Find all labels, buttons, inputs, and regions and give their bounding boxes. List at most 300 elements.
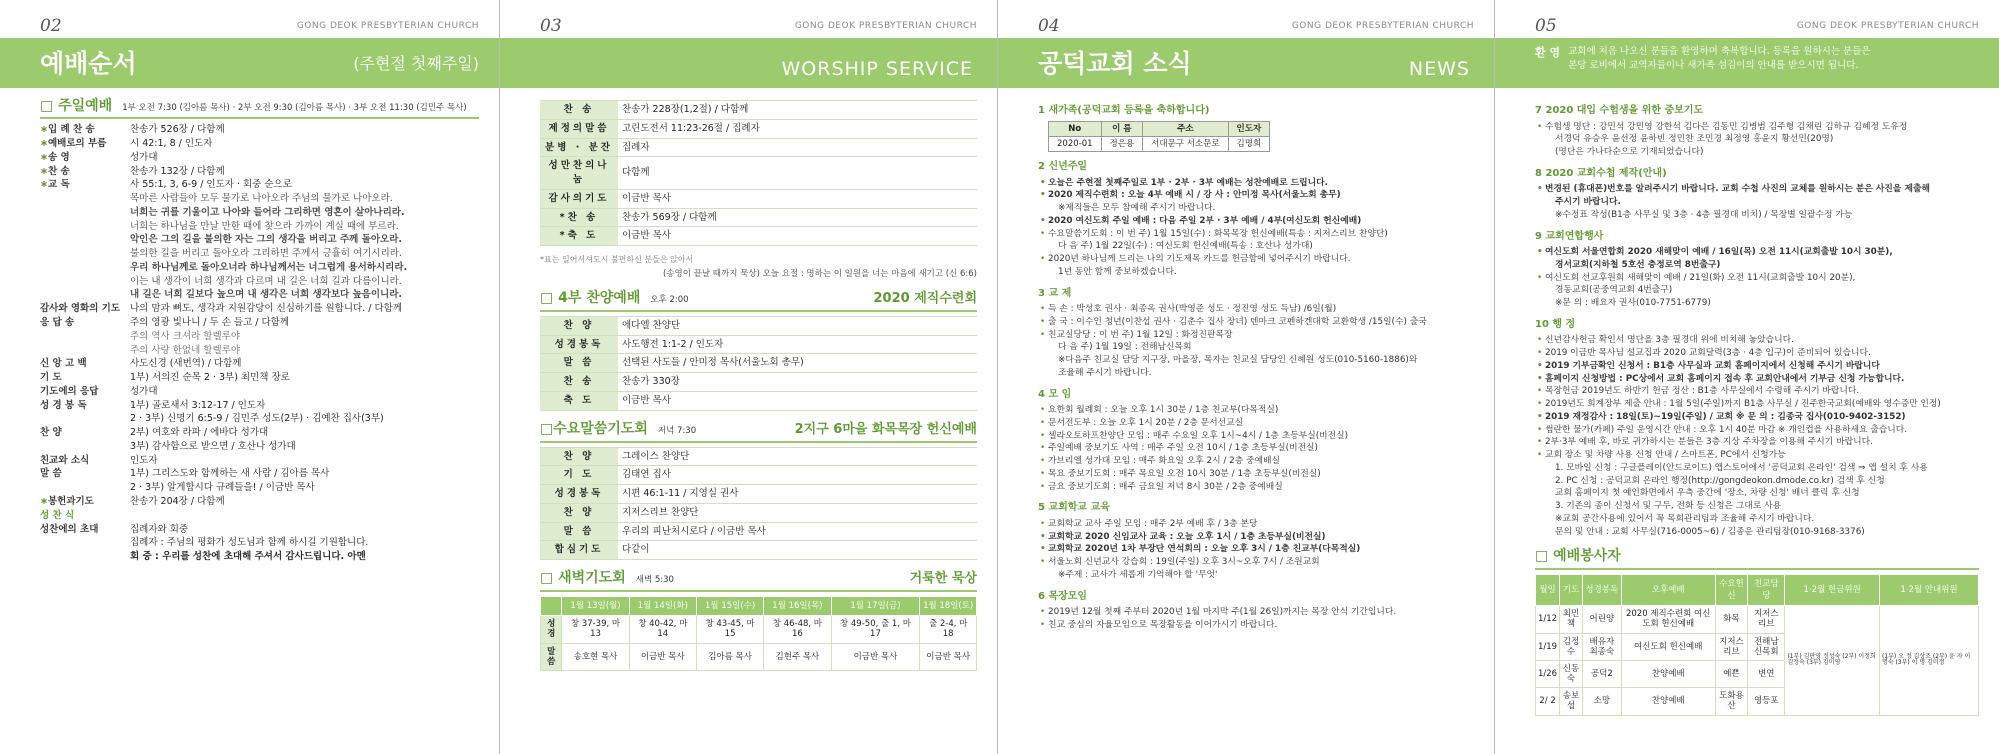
- column-header: 성경봉독: [1582, 574, 1621, 606]
- news-item: • 신년감사헌금 확인서 명단을 3층 필경대 위에 비치해 놓았습니다.: [1535, 334, 1979, 347]
- news-item: • 수요말씀기도회 : 이 번 주) 1월 15일(수) : 화목목장 헌신예배(특송 : 지저스리브 찬양단): [1038, 228, 1474, 241]
- day-header: 1월 14일(화): [629, 596, 696, 615]
- order-rows: [40, 123, 479, 192]
- cell: 최민책: [1560, 606, 1583, 633]
- table-row: [540, 189, 977, 208]
- header-row: [1536, 574, 1979, 606]
- order-label: ∗ 송 영: [40, 151, 124, 165]
- order-label: 응 답 송: [40, 317, 75, 329]
- news-item: • 요한회 월례회 : 오늘 오후 1시 30분 / 1층 친교부(다목적실): [1038, 404, 1474, 417]
- cell: 어린양: [1582, 606, 1621, 633]
- news-item: • 교회학교 2020년 1차 부장단 연석회의 : 오늘 오후 3시 / 1층 친교부(다목적실): [1038, 543, 1474, 556]
- reading-line: 너희는 하나님을 만날 만한 때에 찾으라 가까이 계실 때에 부르라.: [130, 220, 399, 232]
- welcome-line: 교회에 처음 나오신 분들을 환영하며 축복합니다. 등록을 원하시는 분들은: [1568, 46, 1871, 57]
- cell: 이금반 목사: [629, 643, 696, 670]
- order-value: 2부) 여호와 라파 / 에바다 성가대: [130, 427, 269, 439]
- day-header: 1월 17일(금): [831, 596, 920, 615]
- cell: 소망: [1582, 688, 1621, 715]
- page-number: 05: [1535, 16, 1557, 36]
- cell: 화목: [1715, 606, 1747, 633]
- title-band: [0, 38, 499, 88]
- column-header: 수요헌신: [1715, 574, 1747, 606]
- column-header: 주소: [1143, 121, 1228, 136]
- table-row: [540, 447, 977, 466]
- cell: 예쁜: [1715, 660, 1747, 687]
- row-label: 찬 양: [540, 316, 618, 335]
- news-item: 교회 홈페이지 첫 예인화면에서 우측 중간에 '장소, 차량 신청' 배너 클릭 후 신청: [1555, 488, 1860, 499]
- row-value: 선택된 사도들 / 안미정 목사(서울노회 총무): [618, 354, 977, 373]
- news-item: • 여신도회 선교후원회 새해맞이 예배 / 21일(화) 오전 11시(교회출발 10시 20분),: [1535, 272, 1979, 285]
- cell: 창 40-42, 마 14: [629, 616, 696, 643]
- table-row: [540, 522, 977, 541]
- order-value: 주의 영광 빛나니 / 두 손 들고 / 다함께: [130, 317, 290, 329]
- news-item: • 교회 장소 및 차량 사용 신청 안내 / 스마트폰, PC에서 신청가능: [1535, 449, 1979, 462]
- page-english-title: NEWS: [1408, 58, 1470, 80]
- table-row: [540, 541, 977, 560]
- table-row: [540, 227, 977, 246]
- row-value: 그레이스 찬양단: [618, 447, 977, 466]
- reading-line: 너희는 귀를 기울이고 나아와 들어라 그리하면 영혼이 살아나리라.: [130, 206, 405, 218]
- order-label: 신 앙 고 백: [40, 358, 87, 370]
- row-value: 이금반 목사: [618, 189, 977, 208]
- news-heading: 2 신년주일: [1038, 161, 1088, 173]
- order-row: [40, 357, 479, 371]
- news-item: • 변경된 (휴대폰)번호를 알려주시기 바랍니다. 교회 수첩 사진의 교체를 원하시는 분은 사진을 제출해: [1535, 183, 1979, 196]
- news-item: • 2020 제직수련회 : 오늘 4부 예배 시 / 강 사 : 안미정 목사(서울노회 총무): [1038, 189, 1474, 202]
- order-row: [40, 123, 479, 137]
- day-header: 1월 16일(목): [764, 596, 831, 615]
- row-value: 다함께: [618, 157, 977, 190]
- day-header: 1월 13일(월): [562, 596, 629, 615]
- news-sections: [1038, 160, 1474, 632]
- news-item: 경동교회(공중역교회 4번출구): [1555, 285, 1673, 296]
- sermon-2: 2 · 3부) 알게합시다 규례들을! / 이금반 목사: [130, 482, 315, 494]
- table-row: [1049, 136, 1270, 151]
- news-item: 2. PC 신청 : 공덕교회 온라인 행정(http://gongdeokon.dmode.co.kr) 검색 후 신청: [1555, 475, 1885, 486]
- row-label: 말씀: [541, 643, 562, 670]
- order-row: [40, 137, 479, 151]
- order-label: ∗ 입 례 찬 송: [40, 123, 124, 137]
- order-rows: [40, 454, 479, 482]
- standing-note: *표는 일어서셔도시 불편하신 분들은 앉아서: [540, 255, 694, 265]
- order-row: [40, 316, 479, 330]
- news-item: ※다음주 친교실 담당 지구장, 마을장, 목자는 친교실 담당인 신혜원 성도(010-5160-1886)와: [1058, 355, 1418, 366]
- news-item: ※문 의 : 배요자 권사(010-7751-6779): [1555, 298, 1711, 308]
- order-label: 감사와 영화의 기도: [40, 303, 121, 315]
- praise-service-table: [540, 316, 977, 411]
- order-row: [40, 399, 479, 413]
- responsive-reading: [40, 192, 479, 302]
- section-time: 저녁 7:30: [657, 425, 697, 436]
- page-number: 04: [1038, 16, 1060, 36]
- table-row: [540, 466, 977, 485]
- news-item: 3. 기존의 종이 신청서 및 구두, 전화 등 신청은 그대로 사용: [1555, 501, 1782, 511]
- news-item: • 썸란한 물가(카페) 주일 운영시간 안내 : 오후 1시 40분 마감 ※ 개인컵을 사용하세요 출습니다.: [1535, 424, 1979, 437]
- order-label: 친교와 소식: [40, 454, 90, 466]
- news-item: • 2019년도 희계장부 제출 안내 : 1월 5일(주일)까지 B1층 사무실 / 진주한국교회(예배와 영수증만 인정): [1535, 398, 1979, 411]
- table-row: [541, 616, 977, 643]
- table-row: [540, 101, 977, 120]
- table-row: [540, 208, 977, 227]
- row-value: 찬송가 228장(1,2절) / 다함께: [618, 101, 977, 120]
- servers-table: [1535, 574, 1979, 716]
- page-title: 공덕교회 소식: [1038, 49, 1192, 78]
- cell: 전해남신목회: [1748, 633, 1785, 660]
- cell: 찬양예배: [1621, 660, 1715, 687]
- news-item: • 2020년 하나님께 드리는 나의 기도제목 카드를 헌금함에 넣어주시기 바랍니다.: [1038, 253, 1474, 266]
- news-item: 경서교회(지하철 5호선 충정로역 8번출구): [1555, 259, 1721, 270]
- news-heading: 5 교회학교 교육: [1038, 502, 1110, 514]
- row-label: 찬 양: [540, 447, 618, 466]
- news-item: • 2부·3부 예배 후, 바로 귀가하시는 분들은 3층 지상 주차장을 이용해 주시기 바랍니다.: [1535, 436, 1979, 449]
- section-note: 거룩한 묵상: [909, 571, 977, 587]
- cell: 2020-01: [1049, 136, 1102, 151]
- row-value: 찬송가 330장: [618, 373, 977, 392]
- row-label: 감사의기도: [540, 189, 618, 208]
- row-value: 고린도전서 11:23-26절 / 집례자: [618, 119, 977, 138]
- cell: 이금반 목사: [920, 643, 977, 670]
- news-item: • 2019 이금반 목사님 설교집과 2020 교회달력(3층 · 4층 입구)이 준비되어 있습니다.: [1535, 347, 1979, 360]
- row-value: 에다엘 찬양단: [618, 316, 977, 335]
- reading-line: 이는 내 생각이 너희 생각과 다르며 내 길은 너희 길과 다름이니라.: [130, 275, 402, 287]
- communion-table: [540, 100, 977, 246]
- order-row: [40, 467, 479, 481]
- news-item: 다 음 주) 1월 19일 : 전해남신목회: [1058, 342, 1192, 353]
- table-row: [540, 391, 977, 410]
- row-label: 찬 양: [540, 503, 618, 522]
- title-band: [998, 38, 1494, 88]
- news-item: 서경덕 유승우 윤선정 윤하빈 정민찬 조민경 최정영 홍윤지 황선민(20명): [1555, 134, 1834, 145]
- section-time: 오후 2:00: [650, 295, 689, 306]
- order-row: [40, 302, 479, 316]
- order-value: 사 55:1, 3, 6-9 / 인도자 · 회중 순으로: [130, 179, 292, 191]
- section-title: □수요말씀기도회: [540, 420, 648, 437]
- row-value: 김태연 집사: [618, 466, 977, 485]
- welcome-text: [1568, 45, 1871, 88]
- column-header: 1·2월 안내위원: [1879, 574, 1978, 606]
- column-header: 기도: [1560, 574, 1583, 606]
- offering-members: (1부) 김판영 정성숙 (2부) 이정희 김정숙 (3부) 김미영: [1785, 606, 1880, 716]
- news-item: • 득 손 : 박성호 권사 · 최종옥 권사(박영준 성도 · 정진영 성도 득남) /6일(월): [1038, 303, 1474, 316]
- row-value: 시편 46:1-11 / 지영실 권사: [618, 485, 977, 504]
- column-header: 오후예배: [1621, 574, 1715, 606]
- order-value: 시 42:1, 8 / 인도자: [130, 138, 213, 150]
- row-label: 찬 송: [540, 373, 618, 392]
- anthem-2: 3부) 감사함으로 받으면 / 호산나 성가대: [130, 440, 296, 452]
- section-header: [40, 96, 479, 119]
- table-row: [540, 335, 977, 354]
- daily-verse: (송영이 끝날 때까지 묵상) 오늘 요절 : 명하는 이 일원을 너는 마음에 새기고 (신 6:6): [663, 268, 977, 279]
- cell: 배유자 최종숙: [1582, 633, 1621, 660]
- column-header: No: [1049, 121, 1102, 136]
- order-row: [40, 151, 479, 165]
- news-item: • 2019 기부금확인 신청서 : B1층 사무실과 교회 홈페이지에서 신청해 주시기 바랍니다: [1535, 360, 1979, 373]
- news-item: • 금요 중보기도회 : 매주 금요일 저녁 8시 30분 / 2층 중예배실: [1038, 481, 1474, 494]
- news-item: • 가브리엘 성가대 모임 : 매주 화요일 오후 2시 / 2층 중예배실: [1038, 455, 1474, 468]
- table-row: [540, 485, 977, 504]
- order-row: [40, 165, 479, 179]
- news-item: • 주일예배 중보기도 사역 : 매주 주일 오전 10시 / 1층 초등부실(비전실): [1038, 442, 1474, 455]
- news-item: 1. 모바일 신청 : 구글플레이(안드로이드) 앱스토어에서 '공덕교회 온라인' 검색 ⇒ 앱 설치 후 사용: [1555, 462, 1928, 473]
- row-label: 성경: [541, 616, 562, 643]
- cell: 김아름 목사: [696, 643, 763, 670]
- church-name: GONG DEOK PRESBYTERIAN CHURCH: [1291, 21, 1474, 31]
- cell: 1/12: [1536, 606, 1560, 633]
- cell: 2020 제직수련회 여신도회 헌신예배: [1621, 606, 1715, 633]
- cell: 김명희: [1228, 136, 1270, 151]
- cell: 송보섭: [1560, 688, 1583, 715]
- news-item: ※교회 공간사용에 있어서 꼭 목회관리팀과 조율해 주시기 바랍니다.: [1555, 513, 1815, 524]
- news-item: • 2020 여신도회 주일 예배 : 다음 주일 2부 · 3부 예배 / 4부(여신도회 헌신예배): [1038, 215, 1474, 228]
- news-item: • 수험생 명단 : 강민석 강민영 강한석 김다은 김동민 김병범 김주형 김채린 김하규 김혜정 도유정: [1535, 121, 1979, 134]
- order-rows: [40, 495, 479, 536]
- news-item: • 서울노회 신년교사 강습회 : 19일(주일) 오후 3시~오후 7시 / 조원교회: [1038, 556, 1474, 569]
- church-name: GONG DEOK PRESBYTERIAN CHURCH: [296, 21, 479, 31]
- news-heading: 4 모 임: [1038, 388, 1072, 400]
- news-item: • 오늘은 주현절 첫째주일로 1부 · 2부 · 3부 예배는 성찬예배로 드립니다.: [1038, 177, 1474, 190]
- row-value: 이금반 목사: [618, 227, 977, 246]
- order-value: 성가대: [130, 151, 158, 163]
- news-heading: 8 2020 교회수첩 제작(안내): [1535, 167, 1667, 179]
- page-english-title: WORSHIP SERVICE: [781, 58, 973, 80]
- news-item: ※제직들은 모두 참예해 주시기 바랍니다.: [1058, 203, 1216, 214]
- news-item: • 교회학교 2020 신임교사 교육 : 오늘 오후 1시 / 1층 초등부실(비전실): [1038, 531, 1474, 544]
- cell: 영등포: [1748, 688, 1785, 715]
- communion-line-1: 집례자 : 주님의 평화가 성도님과 함께 하시길 기원합니다.: [130, 537, 369, 549]
- cell: 찬양예배: [1621, 688, 1715, 715]
- row-label: 말 씀: [540, 354, 618, 373]
- cell: 창 49-50, 출 1, 마 17: [831, 616, 920, 643]
- row-label: 분병 · 분잔: [540, 138, 618, 157]
- header-row: [1049, 121, 1270, 136]
- news-item: • 2019 재정감사 : 18일(토)~19일(주일) / 교회 ※ 문 의 : 김종국 집사(010-9402-3152): [1535, 411, 1979, 424]
- column-header: 인도자: [1228, 121, 1270, 136]
- news-item: • 친교실당당 : 이 번 주) 1월 12일 : 화정진판목장: [1038, 329, 1474, 342]
- row-value: 다같이: [618, 541, 977, 560]
- section-note: 2지구 6마을 화목목장 헌신예배: [794, 421, 977, 437]
- row-label: 성경봉독: [540, 485, 618, 504]
- news-heading: 6 목장모임: [1038, 590, 1088, 602]
- order-label: ∗ 예배로의 부름: [40, 137, 124, 151]
- news-item: • 출 국 : 이수인 청년(이찬섭 권사 · 김춘수 집사 장녀) 덴마크 코펜하겐대학 교환학생 /15일(수) 출국: [1038, 316, 1474, 329]
- news-item: (명단은 가나다순으로 기재되었습니다): [1555, 147, 1704, 157]
- order-label: 성 찬 식: [40, 509, 75, 521]
- page-02: [0, 0, 500, 754]
- cell: 창 46-48, 마 16: [764, 616, 831, 643]
- news-item: 조율해 주시기 바랍니다.: [1058, 367, 1152, 378]
- news-sections: [1535, 104, 1979, 538]
- order-value: 찬송가 132장 / 다함께: [130, 165, 225, 177]
- section-header: [540, 288, 977, 312]
- order-label: 기 도: [40, 372, 62, 384]
- table-row: [540, 354, 977, 373]
- row-label: 기 도: [540, 466, 618, 485]
- news-item: • 2019년 12월 첫째 주부터 2020년 1월 마지막 주(1월 26일)까지는 목장 안식 기간입니다.: [1038, 606, 1474, 619]
- cell: 서대문구 서소문로: [1143, 136, 1228, 151]
- table-row: [540, 316, 977, 335]
- column-header: 친교담당: [1748, 574, 1785, 606]
- cell: 김정수: [1560, 633, 1583, 660]
- response-line: 주의 역사 크셔라 할렐루야: [130, 330, 241, 342]
- row-label: *찬 송: [540, 208, 618, 227]
- news-item: 주시기 바랍니다.: [1555, 197, 1621, 207]
- order-value: 나의 맘과 뼈도, 생각과 지원감당이 신심하기를 원합니다. / 다함께: [130, 303, 403, 315]
- news-item: • 홈페이지 신청방법 : PC상에서 교회 홈페이지 접속 후 교회안내에서 기부금 신청 가능합니다.: [1535, 373, 1979, 386]
- order-value: 인도자: [130, 454, 158, 466]
- section-title: □ 주일예배: [40, 98, 113, 114]
- page-04: [998, 0, 1495, 754]
- news-item: ※수정표 작성(B1층 사무실 및 3층 · 4층 필경대 비치) / 목장별 일괄수정 가능: [1555, 209, 1853, 220]
- cell: 창 43-45, 마 15: [696, 616, 763, 643]
- table-row: [540, 373, 977, 392]
- row-label: 말 씀: [540, 522, 618, 541]
- cell: 2/ 2: [1536, 688, 1560, 715]
- order-value: 1부) 서의진 순목 2 · 3부) 최민책 장로: [130, 372, 290, 384]
- reading-line: 불의한 길을 버리고 돌아오라 그리하면 주께서 긍휼히 여기시리라.: [130, 248, 402, 260]
- order-label: ∗ 봉헌과기도: [40, 495, 124, 509]
- row-label: 합심기도: [540, 541, 618, 560]
- news-list: [1038, 96, 1474, 632]
- section-header: [1535, 546, 1979, 569]
- news-item: • 목장헌금 2019년도 하반기 헌금 정산 : B1층 사무실에서 수령해 주시기 바랍니다.: [1535, 385, 1979, 398]
- cell: 김현주 목사: [764, 643, 831, 670]
- news-heading: 9 교회연합행사: [1535, 230, 1604, 242]
- cell: 1/26: [1536, 660, 1560, 687]
- cell: 지저스리브: [1715, 633, 1747, 660]
- table-row: [540, 119, 977, 138]
- page-number: 03: [540, 16, 562, 36]
- row-value: 집례자: [618, 138, 977, 157]
- order-row: [40, 495, 479, 509]
- order-row: [40, 426, 479, 440]
- news-item: • 친교 중심의 자율모임으로 목장활동을 이어가시기 바랍니다.: [1038, 619, 1474, 632]
- news-heading: 3 교 제: [1038, 287, 1072, 299]
- scripture-2: 2 · 3부) 신명기 6:5-9 / 김민주 성도(2부) · 김예찬 집사(3부): [130, 413, 384, 425]
- usher-members: (1부) 오 정 김상조 (2부) 윤 자 이명숙 (3부) 이 명 김미정: [1879, 606, 1978, 716]
- cell: 여신도회 헌신예배: [1621, 633, 1715, 660]
- order-value: 찬송가 526장 / 다함께: [130, 124, 225, 136]
- service-times: 1부 오전 7:30 (김아름 목사) · 2부 오전 9:30 (김아름 목사) · 3부 오전 11:30 (김민주 목사): [122, 103, 467, 113]
- row-label: 축 도: [540, 391, 618, 410]
- news-heading: 1 새가족(공덕교회 등록을 축하합니다): [1038, 105, 1210, 116]
- table-row: [540, 138, 977, 157]
- cell: 창 37-39, 마 13: [562, 616, 629, 643]
- news-item: • 문서전도부 : 오늘 오후 1시 20분 / 2층 문서선교실: [1038, 417, 1474, 430]
- news-item: • 여신도회 서울연합회 2020 새해맞이 예배 / 16일(목) 오전 11시(교회출발 10시 30분),: [1535, 246, 1979, 259]
- row-value: 사도행전 1:1-2 / 인도자: [618, 335, 977, 354]
- day-header: 1월 18일(토): [920, 596, 977, 615]
- row-label: 성만찬의나눔: [540, 157, 618, 190]
- response-lines: [40, 330, 479, 358]
- row-label: 성경봉독: [540, 335, 618, 354]
- page-subtitle: (주현절 첫째주일): [353, 54, 479, 73]
- church-name: GONG DEOK PRESBYTERIAN CHURCH: [794, 21, 977, 31]
- day-header: 1월 15일(수): [696, 596, 763, 615]
- communion-line-2: 회 중 : 우리를 성찬에 초대해 주셔서 감사드립니다. 아멘: [130, 551, 366, 563]
- order-value: 찬송가 204장 / 다함께: [130, 495, 225, 507]
- table-row: [540, 503, 977, 522]
- wednesday-service-table: [540, 447, 977, 561]
- order-label: 성찬에의 초대: [40, 523, 99, 535]
- cell: 공덕2: [1582, 660, 1621, 687]
- dawn-prayer-table: [540, 596, 977, 671]
- order-row: [40, 385, 479, 399]
- order-label: 기도에의 응답: [40, 385, 99, 397]
- order-label: 성 경 봉 독: [40, 399, 87, 411]
- order-row: [40, 371, 479, 385]
- order-row: [40, 509, 479, 523]
- order-row: [40, 178, 479, 192]
- table-row: [1536, 606, 1979, 633]
- page-title: 예배순서: [40, 49, 137, 78]
- welcome-line: 본당 로비에서 교역자들이나 새가족 섬김이의 안내를 받으시면 됩니다.: [1568, 59, 1859, 71]
- church-name: GONG DEOK PRESBYTERIAN CHURCH: [1796, 21, 1979, 31]
- column-header: 1·2월 헌금위원: [1785, 574, 1880, 606]
- news-item: • 셀라오토하프찬양단 모임 : 매주 수요일 오후 1시~4시 / 1층 초등부실(비전실): [1038, 430, 1474, 443]
- section-note: 2020 제직수련회: [873, 291, 977, 307]
- news-item: 문의 및 안내 : 교회 사무실(716-0005~6) / 김종운 관리팀장(010-9168-3376): [1555, 526, 1865, 537]
- order-value: 1부) 그리스도와 함께하는 새 사람 / 김아름 목사: [130, 468, 330, 480]
- cell: 정은용: [1101, 136, 1143, 151]
- row-value: 우리의 피난처시로다 / 이금반 목사: [618, 522, 977, 541]
- response-line: 주의 사랑 한없네 할렐루야: [130, 344, 241, 356]
- row-value: 지저스리브 찬양단: [618, 503, 977, 522]
- section-title: □ 새벽기도회: [540, 570, 626, 587]
- cell: 신동숙: [1560, 660, 1583, 687]
- row-label: 찬 송: [540, 101, 618, 120]
- title-band: [500, 38, 997, 88]
- section-header: [540, 568, 977, 592]
- new-member-table: [1048, 121, 1270, 153]
- page-05: [1495, 0, 1999, 754]
- corner: [541, 596, 562, 615]
- reading-line: 목마른 사람들아 모두 물가로 나아오라 주님의 물가로 나아오라.: [130, 193, 393, 205]
- order-label: 찬 양: [40, 427, 62, 439]
- reading-line: 내 길은 너희 길보다 높으며 내 생각은 너희 생각보다 높음이니라.: [130, 289, 402, 301]
- cell: 도화용산: [1715, 688, 1747, 715]
- section-title: □ 4부 찬양예배: [540, 290, 641, 307]
- order-value: 사도신경 (새번역) / 다함께: [130, 358, 242, 370]
- order-rows: [40, 302, 479, 330]
- section-time: 새벽 5:30: [635, 575, 674, 586]
- table-row: [541, 643, 977, 670]
- section-title: □ 예배봉사자: [1535, 548, 1621, 565]
- reading-line: 악인은 그의 길을 불의한 자는 그의 생각을 버리고 주께 돌아오라.: [130, 234, 402, 246]
- news-heading: 10 행 정: [1535, 318, 1576, 330]
- order-label: ∗ 교 독: [40, 178, 124, 192]
- news-heading: 7 2020 대입 수험생을 위한 중보기도: [1535, 105, 1704, 116]
- order-row: [40, 454, 479, 468]
- order-row: [40, 523, 479, 537]
- order-rows: [40, 426, 479, 440]
- page-03: [500, 0, 998, 754]
- news-continued: [1535, 96, 1979, 716]
- cell: 1/19: [1536, 633, 1560, 660]
- row-value: 이금반 목사: [618, 391, 977, 410]
- cell: 이금반 목사: [831, 643, 920, 670]
- cell: 변연: [1748, 660, 1785, 687]
- worship-services: [540, 96, 977, 671]
- news-item: • 목요 중보기도회 : 매주 목요일 오전 10시 30분 / 1층 초등부실(비전실): [1038, 468, 1474, 481]
- table-row: [540, 157, 977, 190]
- news-item: • 교회학교 교사 주일 모임 : 매주 2부 예배 후 / 3층 본당: [1038, 518, 1474, 531]
- cell: 출 2-4, 마 18: [920, 616, 977, 643]
- cell: 송호현 목사: [562, 643, 629, 670]
- header-row: [541, 596, 977, 615]
- order-value: 성가대: [130, 385, 158, 397]
- row-value: 찬송가 569장 / 다함께: [618, 208, 977, 227]
- news-item: ※주제 : 교사가 세롭게 기억해야 할 '무엇': [1058, 569, 1218, 580]
